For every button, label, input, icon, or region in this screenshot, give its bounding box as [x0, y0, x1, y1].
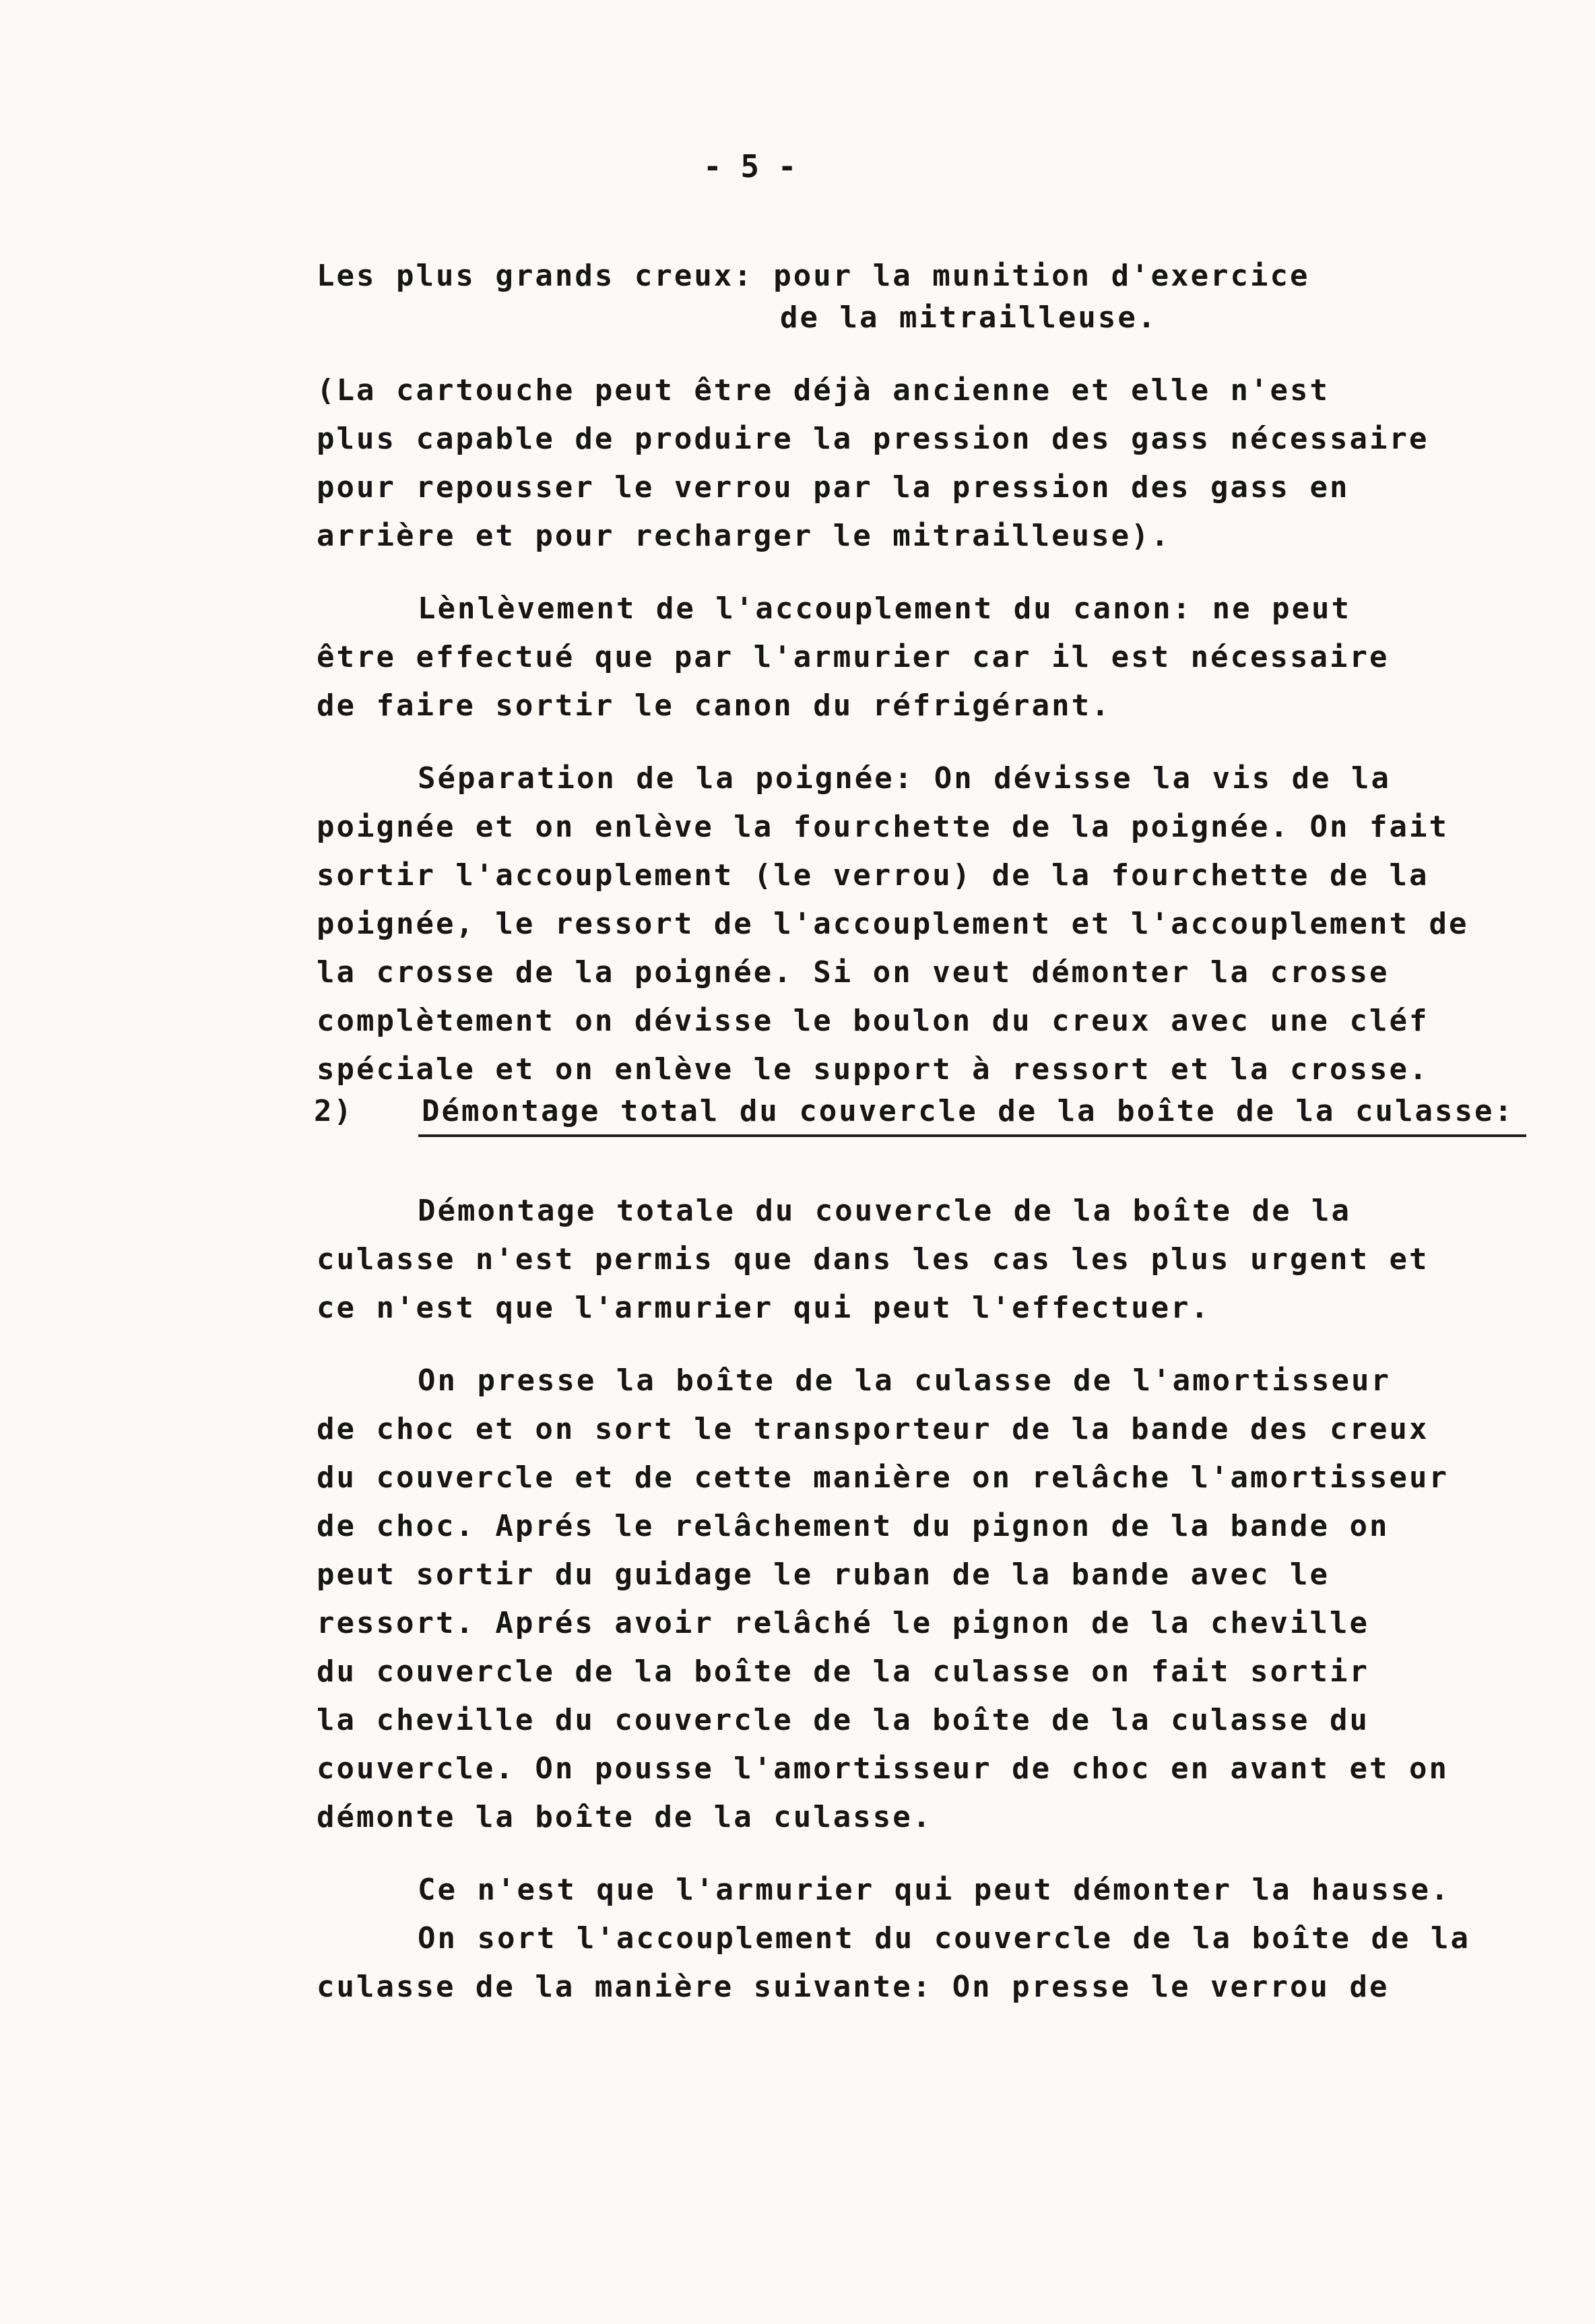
text-line: être effectué que par l'armurier car il est nécessaire — [317, 640, 1390, 674]
text-line: de choc et on sort le transporteur de la bande des creux — [317, 1412, 1429, 1446]
text-line: démonte la boîte de la culasse. — [317, 1800, 933, 1834]
text-line: Démontage totale du couvercle de la boîte de la — [418, 1194, 1352, 1228]
text-line: culasse de la manière suivante: On presse le verrou de — [317, 1970, 1390, 2004]
text-line: On presse la boîte de la culasse de l'amortisseur — [418, 1363, 1392, 1398]
text-line: Lènlèvement de l'accouplement du canon: ne peut — [418, 591, 1352, 626]
text-line: du couvercle et de cette manière on relâche l'amortisseur — [317, 1460, 1449, 1495]
text-line: arrière et pour recharger le mitrailleuse). — [317, 519, 1171, 553]
text-line: ressort. Aprés avoir relâché le pignon de la cheville — [317, 1606, 1369, 1640]
section-heading — [314, 1091, 1526, 1142]
text-line: la cheville du couvercle de la boîte de la culasse du — [317, 1703, 1369, 1737]
text-line: plus capable de produire la pression des gass nécessaire — [317, 422, 1429, 456]
text-line: la crosse de la poignée. Si on veut démonter la crosse — [317, 955, 1390, 990]
text-line: Séparation de la poignée: On dévisse la vis de la — [418, 761, 1392, 796]
text-line: pour repousser le verrou par la pression des gass en — [317, 470, 1350, 505]
text-line: couvercle. On pousse l'amortisseur de choc en avant et on — [317, 1751, 1449, 1786]
text-line: de faire sortir le canon du réfrigérant. — [317, 688, 1111, 723]
text-line: peut sortir du guidage le ruban de la bande avec le — [317, 1557, 1330, 1592]
section-title: Démontage total du couvercle de la boîte de la culasse: — [422, 1094, 1514, 1128]
section-number: 2) — [314, 1094, 354, 1128]
text-line: On sort l'accouplement du couvercle de la boîte de la — [418, 1921, 1470, 1956]
text-line: sortir l'accouplement (le verrou) de la fourchette de la — [317, 858, 1429, 893]
text-line: spéciale et on enlève le support à ressort et la crosse. — [317, 1052, 1429, 1087]
page-number: - 5 - — [703, 148, 797, 185]
text-line: Les plus grands creux: pour la munition d'exercice — [317, 259, 1310, 293]
text-line: de la mitrailleuse. — [780, 300, 1158, 335]
text-line: du couvercle de la boîte de la culasse on fait sortir — [317, 1654, 1369, 1689]
text-line: poignée et on enlève la fourchette de la poignée. On fait — [317, 810, 1449, 844]
text-line: (La cartouche peut être déjà ancienne et elle n'est — [317, 373, 1330, 408]
text-line: poignée, le ressort de l'accouplement et l'accouplement de — [317, 907, 1469, 941]
text-line: ce n'est que l'armurier qui peut l'effectuer. — [317, 1291, 1211, 1325]
section-underline — [418, 1134, 1526, 1137]
text-line: complètement on dévisse le boulon du creux avec une cléf — [317, 1004, 1429, 1038]
text-line: culasse n'est permis que dans les cas les plus urgent et — [317, 1242, 1429, 1277]
text-line: de choc. Aprés le relâchement du pignon de la bande on — [317, 1509, 1390, 1543]
text-line: Ce n'est que l'armurier qui peut démonter la hausse. — [418, 1873, 1451, 1907]
